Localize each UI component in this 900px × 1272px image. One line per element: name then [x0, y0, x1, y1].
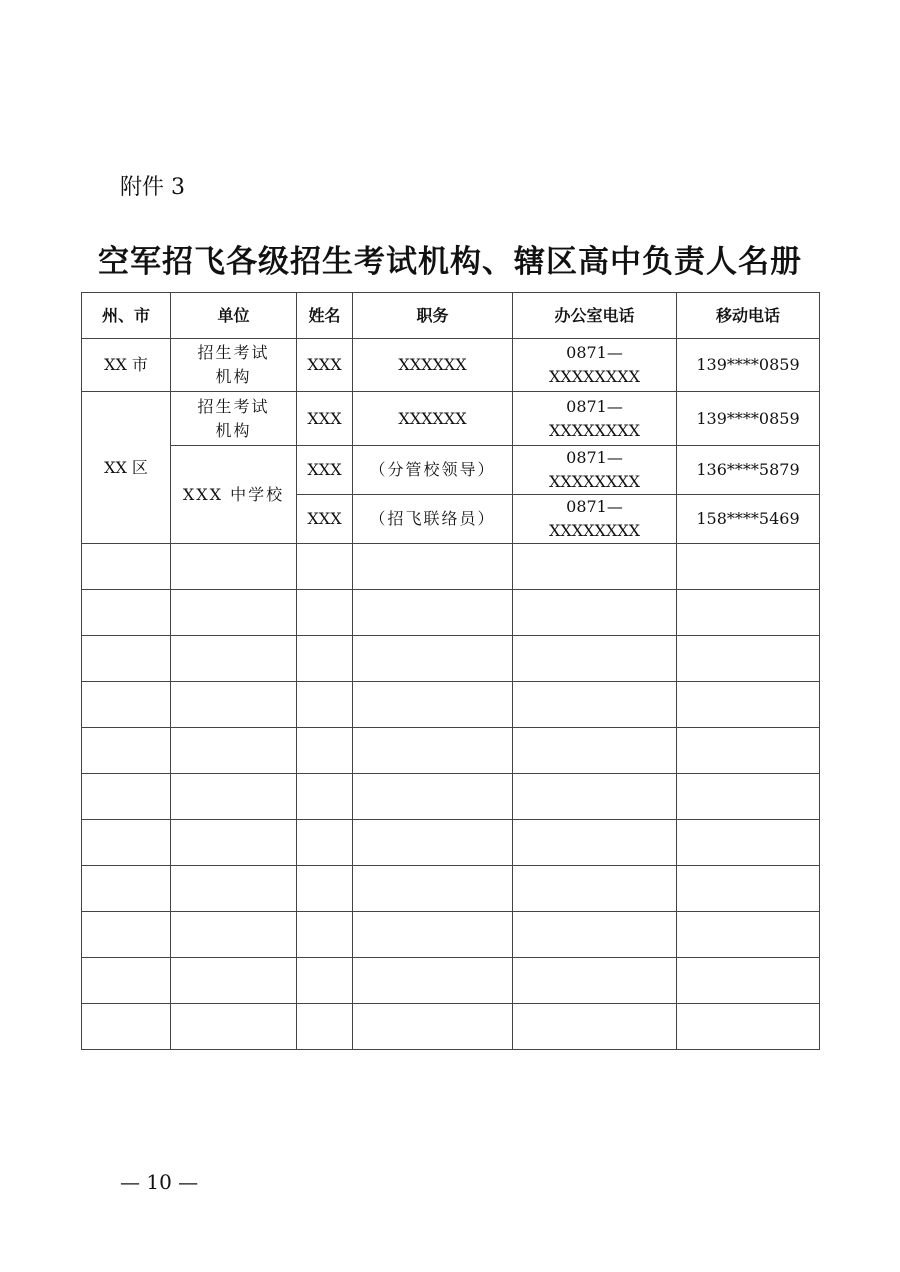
- office-phone-line: 0871—: [566, 448, 623, 467]
- empty-cell: [297, 774, 353, 820]
- empty-cell: [677, 728, 820, 774]
- empty-table-row: [82, 958, 820, 1004]
- empty-cell: [297, 912, 353, 958]
- region-cell: XX 区: [82, 392, 171, 544]
- empty-cell: [353, 728, 513, 774]
- empty-cell: [297, 728, 353, 774]
- position-cell: XXXXXX: [353, 392, 513, 446]
- empty-cell: [677, 958, 820, 1004]
- empty-cell: [677, 820, 820, 866]
- empty-cell: [677, 544, 820, 590]
- empty-cell: [353, 820, 513, 866]
- empty-cell: [513, 682, 677, 728]
- name-cell: XXX: [297, 339, 353, 392]
- empty-cell: [171, 912, 297, 958]
- page-number: — 10 —: [120, 1170, 199, 1194]
- empty-table-row: [82, 590, 820, 636]
- unit-cell: [171, 392, 297, 446]
- empty-cell: [353, 774, 513, 820]
- empty-cell: [353, 912, 513, 958]
- attachment-label: 附件 3: [120, 175, 185, 200]
- empty-cell: [82, 682, 171, 728]
- header-unit: 单位: [171, 293, 297, 339]
- empty-cell: [171, 728, 297, 774]
- office-phone-line: XXXXXXXX: [548, 367, 641, 386]
- empty-cell: [82, 544, 171, 590]
- empty-table-row: [82, 728, 820, 774]
- unit-line: 机构: [215, 367, 252, 386]
- empty-cell: [82, 958, 171, 1004]
- roster-table: [81, 292, 820, 1050]
- empty-cell: [353, 544, 513, 590]
- header-region: 州、市: [82, 293, 171, 339]
- empty-cell: [513, 820, 677, 866]
- office-phone-cell: [513, 392, 677, 446]
- mobile-cell: 136****5879: [677, 446, 820, 495]
- empty-cell: [297, 866, 353, 912]
- document-title: 空军招飞各级招生考试机构、辖区高中负责人名册: [98, 244, 802, 280]
- empty-cell: [171, 866, 297, 912]
- empty-cell: [353, 958, 513, 1004]
- name-cell: XXX: [297, 392, 353, 446]
- empty-cell: [297, 1004, 353, 1050]
- empty-cell: [513, 590, 677, 636]
- position-cell: XXXXXX: [353, 339, 513, 392]
- mobile-cell: 158****5469: [677, 495, 820, 544]
- empty-cell: [171, 544, 297, 590]
- empty-cell: [677, 1004, 820, 1050]
- office-phone-cell: [513, 339, 677, 392]
- empty-cell: [513, 912, 677, 958]
- empty-cell: [171, 774, 297, 820]
- empty-table-row: [82, 820, 820, 866]
- empty-cell: [513, 1004, 677, 1050]
- empty-cell: [353, 636, 513, 682]
- empty-cell: [171, 958, 297, 1004]
- office-phone-line: 0871—: [566, 343, 623, 362]
- empty-cell: [171, 636, 297, 682]
- name-cell: XXX: [297, 446, 353, 495]
- office-phone-line: 0871—: [566, 396, 623, 416]
- header-position: 职务: [353, 293, 513, 339]
- empty-cell: [82, 866, 171, 912]
- unit-line: 招生考试: [197, 396, 270, 416]
- empty-cell: [82, 912, 171, 958]
- empty-cell: [171, 1004, 297, 1050]
- empty-rows: [82, 544, 820, 1050]
- name-cell: XXX: [297, 495, 353, 544]
- unit-cell: [171, 339, 297, 392]
- table-row: [82, 339, 820, 392]
- mobile-cell: 139****0859: [677, 339, 820, 392]
- region-cell: XX 市: [82, 339, 171, 392]
- empty-cell: [171, 682, 297, 728]
- office-phone-cell: [513, 495, 677, 544]
- table-header-row: [82, 293, 820, 339]
- empty-table-row: [82, 912, 820, 958]
- empty-cell: [297, 682, 353, 728]
- office-phone-cell: [513, 446, 677, 495]
- office-phone-line: XXXXXXXX: [548, 420, 641, 440]
- empty-cell: [297, 544, 353, 590]
- position-cell: （招飞联络员）: [353, 495, 513, 544]
- empty-cell: [353, 866, 513, 912]
- office-phone-line: XXXXXXXX: [548, 521, 641, 540]
- office-phone-line: XXXXXXXX: [548, 472, 641, 491]
- position-cell: （分管校领导）: [353, 446, 513, 495]
- empty-cell: [353, 590, 513, 636]
- empty-table-row: [82, 636, 820, 682]
- empty-cell: [171, 820, 297, 866]
- empty-cell: [513, 544, 677, 590]
- empty-cell: [513, 866, 677, 912]
- empty-table-row: [82, 682, 820, 728]
- header-name: 姓名: [297, 293, 353, 339]
- unit-line: 机构: [215, 420, 252, 440]
- empty-cell: [82, 1004, 171, 1050]
- empty-table-row: [82, 866, 820, 912]
- mobile-cell: 139****0859: [677, 392, 820, 446]
- empty-cell: [677, 590, 820, 636]
- table-row: [82, 446, 820, 495]
- empty-cell: [297, 820, 353, 866]
- empty-cell: [677, 636, 820, 682]
- empty-cell: [353, 1004, 513, 1050]
- table-row: [82, 392, 820, 446]
- empty-table-row: [82, 774, 820, 820]
- empty-cell: [513, 728, 677, 774]
- unit-line: 招生考试: [197, 343, 270, 362]
- header-office-phone: 办公室电话: [513, 293, 677, 339]
- office-phone-line: 0871—: [566, 497, 623, 516]
- empty-cell: [82, 590, 171, 636]
- empty-cell: [297, 636, 353, 682]
- empty-cell: [353, 682, 513, 728]
- empty-table-row: [82, 544, 820, 590]
- empty-cell: [513, 958, 677, 1004]
- header-mobile: 移动电话: [677, 293, 820, 339]
- empty-cell: [677, 912, 820, 958]
- empty-cell: [297, 590, 353, 636]
- empty-cell: [677, 682, 820, 728]
- empty-cell: [513, 636, 677, 682]
- empty-cell: [82, 728, 171, 774]
- empty-cell: [82, 636, 171, 682]
- empty-cell: [82, 820, 171, 866]
- empty-cell: [171, 590, 297, 636]
- empty-cell: [82, 774, 171, 820]
- empty-table-row: [82, 1004, 820, 1050]
- empty-cell: [513, 774, 677, 820]
- empty-cell: [677, 774, 820, 820]
- unit-cell: XXX 中学校: [171, 446, 297, 544]
- empty-cell: [297, 958, 353, 1004]
- empty-cell: [677, 866, 820, 912]
